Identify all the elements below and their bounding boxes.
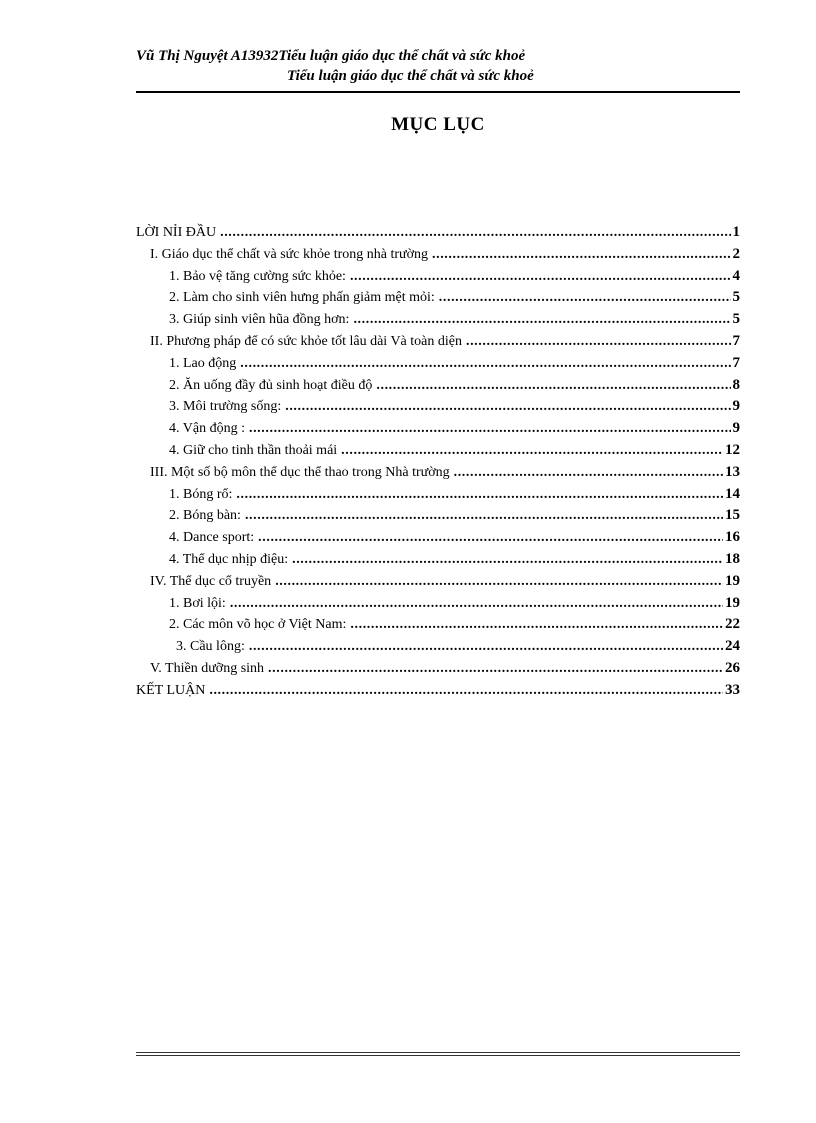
header-line-2: Tiểu luận giáo dục thể chất và sức khoẻ — [287, 68, 534, 84]
toc-entry[interactable] — [136, 462, 740, 484]
toc-entry[interactable] — [136, 418, 740, 440]
toc-dot-leader — [220, 222, 730, 244]
toc-dot-leader — [432, 244, 731, 266]
toc-dot-leader — [376, 375, 730, 397]
toc-entry-page: 19 — [725, 594, 740, 611]
toc-entry[interactable] — [136, 222, 740, 244]
page-title: MỤC LỤC — [391, 114, 485, 135]
toc-entry-page: 16 — [725, 529, 740, 546]
toc-dot-leader — [249, 636, 723, 658]
toc-entry[interactable] — [136, 375, 740, 397]
toc-dot-leader — [240, 353, 730, 375]
toc-entry-page: 33 — [725, 681, 740, 698]
toc-entry-label: 4. Vận động : — [169, 421, 245, 437]
toc-entry[interactable] — [136, 658, 740, 680]
toc-dot-leader — [439, 287, 731, 309]
toc-entry-label: 1. Bóng rổ: — [169, 486, 233, 502]
toc-entry-label: 1. Lao động — [169, 355, 237, 371]
toc-entry-label: LỜI NỈI ĐẦU — [136, 225, 217, 240]
header-line-1: Vũ Thị Nguyệt A13932Tiểu luận giáo dục thể chất và sức khoẻ — [136, 48, 526, 64]
toc-dot-leader — [350, 266, 731, 288]
footer-divider — [136, 1052, 740, 1056]
header-divider — [136, 91, 740, 93]
toc-entry-page: 26 — [725, 659, 740, 676]
toc-entry-page: 5 — [732, 289, 740, 306]
toc-entry[interactable] — [136, 440, 740, 462]
toc-dot-leader — [268, 658, 723, 680]
toc-dot-leader — [249, 418, 731, 440]
toc-entry-page: 7 — [732, 354, 740, 371]
toc-entry-label: III. Một số bộ môn thể dục thể thao trong Nhà trường — [150, 464, 450, 480]
toc-entry-page: 2 — [732, 245, 740, 262]
toc-entry-page: 18 — [725, 550, 740, 567]
toc-entry-label: 2. Ăn uống đầy đủ sinh hoạt điều độ — [169, 377, 373, 393]
toc-entry-page: 4 — [732, 267, 740, 284]
toc-entry[interactable] — [136, 549, 740, 571]
toc-entry[interactable] — [136, 287, 740, 309]
toc-dot-leader — [454, 462, 723, 484]
toc-entry-label: 3. Môi trường sống: — [169, 399, 282, 415]
toc-entry-page: 13 — [725, 463, 740, 480]
toc-entry-label: 1. Bơi lội: — [169, 595, 226, 611]
toc-entry-label: II. Phương pháp để có sức khỏe tốt lâu dài Và toàn diện — [150, 333, 462, 349]
toc-dot-leader — [466, 331, 731, 353]
toc-entry-page: 9 — [732, 420, 740, 437]
toc-entry-page: 7 — [732, 332, 740, 349]
toc-entry-page: 5 — [732, 311, 740, 328]
page-header — [136, 46, 740, 86]
toc-entry[interactable] — [136, 505, 740, 527]
toc-entry-label: I. Giáo dục thể chất và sức khỏe trong nhà trường — [150, 246, 428, 262]
toc-entry-label: IV. Thể dục cổ truyền — [150, 573, 272, 589]
toc-entry-page: 14 — [725, 485, 740, 502]
toc-entry-label: 2. Các môn võ học ở Việt Nam: — [169, 617, 347, 633]
toc-entry-label: 2. Bóng bàn: — [169, 508, 241, 524]
toc-entry-label: KẾT LUẬN — [136, 682, 206, 698]
toc-dot-leader — [209, 680, 723, 702]
toc-dot-leader — [245, 505, 723, 527]
toc-entry-label: 1. Bảo vệ tăng cường sức khỏe: — [169, 268, 346, 284]
toc-entry-label: 4. Dance sport: — [169, 530, 255, 546]
toc-dot-leader — [341, 440, 723, 462]
toc-entry[interactable] — [136, 331, 740, 353]
toc-entry[interactable] — [136, 593, 740, 615]
toc-entry-label: 3. Giúp sinh viên hũa đồng hơn: — [169, 312, 350, 328]
toc-entry-label: V. Thiền dưỡng sinh — [150, 660, 265, 676]
toc-entry-page: 24 — [725, 638, 740, 655]
toc-entry-page: 8 — [732, 376, 740, 393]
toc-entry-page: 15 — [725, 507, 740, 524]
table-of-contents — [136, 222, 740, 702]
toc-entry-page: 12 — [725, 441, 740, 458]
toc-entry-label: 4. Thể dục nhịp điệu: — [169, 551, 289, 567]
toc-dot-leader — [350, 614, 723, 636]
toc-entry-page: 22 — [725, 616, 740, 633]
toc-entry[interactable] — [136, 680, 740, 702]
toc-entry[interactable] — [136, 396, 740, 418]
toc-entry-label: 4. Giữ cho tinh thần thoải mái — [169, 442, 338, 458]
toc-dot-leader — [275, 571, 723, 593]
toc-dot-leader — [292, 549, 723, 571]
toc-dot-leader — [353, 309, 730, 331]
toc-dot-leader — [236, 484, 723, 506]
toc-entry-page: 1 — [732, 224, 740, 240]
toc-entry-page: 9 — [732, 398, 740, 415]
toc-entry[interactable] — [136, 309, 740, 331]
toc-entry[interactable] — [136, 353, 740, 375]
toc-entry[interactable] — [136, 636, 740, 658]
toc-entry[interactable] — [136, 244, 740, 266]
toc-entry[interactable] — [136, 614, 740, 636]
toc-entry[interactable] — [136, 266, 740, 288]
toc-entry-label: 2. Làm cho sinh viên hưng phấn giảm mệt mỏi: — [169, 290, 435, 306]
toc-entry[interactable] — [136, 527, 740, 549]
toc-dot-leader — [230, 593, 723, 615]
toc-dot-leader — [285, 396, 730, 418]
toc-entry-label: 3. Cầu lông: — [176, 639, 245, 655]
toc-entry[interactable] — [136, 571, 740, 593]
toc-entry-page: 19 — [725, 572, 740, 589]
toc-dot-leader — [258, 527, 723, 549]
toc-entry[interactable] — [136, 484, 740, 506]
